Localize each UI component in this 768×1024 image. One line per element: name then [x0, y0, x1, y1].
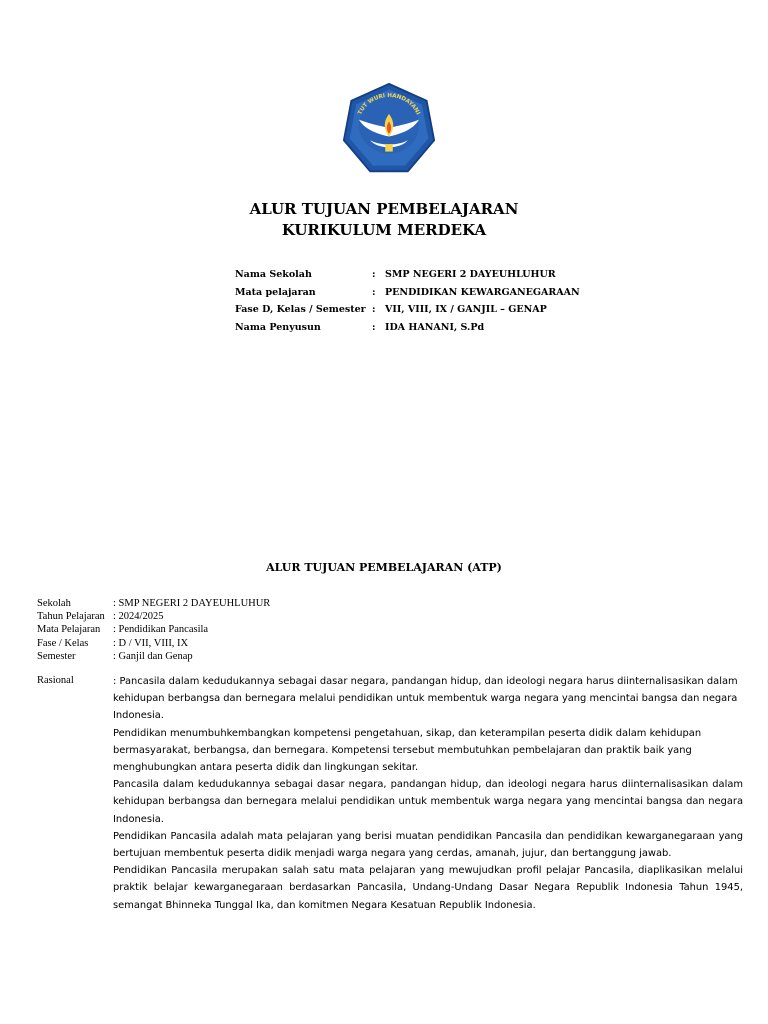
info-separator: :	[372, 269, 376, 280]
meta-value: : 2024/2025	[113, 611, 164, 623]
meta-value: : Ganjil dan Genap	[113, 650, 193, 662]
meta-label: Tahun Pelajaran	[37, 611, 105, 623]
meta-value: : Pendidikan Pancasila	[113, 624, 209, 636]
rasional-paragraph: Pendidikan Pancasila merupakan salah satu mata pelajaran yang mewujudkan profil pelajar Pancasila, diaplikasikan melalui praktik belajar kewarganegaraan berdasarkan Pancasila, Undang-Undang Dasar Negara Republik Indonesia Tahun 1945, semangat Bhinneka Tunggal Ika, dan komitmen Negara Kesatuan Republik Indonesia.	[113, 865, 743, 911]
meta-value: : D / VII, VIII, IX	[113, 637, 189, 649]
rasional-paragraph: Pendidikan Pancasila adalah mata pelajaran yang berisi muatan pendidikan Pancasila dan pendidikan kewarganegaraan yang bertujuan membentuk peserta didik menjadi warga negara yang cerdas, amanah, jujur, dan bertanggung jawab.	[113, 830, 743, 860]
rasional-paragraph: Pendidikan menumbuhkembangkan kompetensi pengetahuan, sikap, dan keterampilan peserta didik dalam kehidupan bermasyarakat, berbangsa, dan bernegara. Kompetensi tersebut membutuhkan pembelajaran dan praktik baik yang menghubungkan antara peserta didik dan lingkungan sekitar.	[113, 727, 702, 774]
info-separator: :	[372, 304, 376, 315]
info-separator: :	[372, 321, 376, 333]
meta-label: Mata Pelajaran	[37, 624, 101, 636]
cover-title-line1: ALUR TUJUAN PEMBELAJARAN	[249, 200, 519, 218]
meta-value: : SMP NEGERI 2 DAYEUHLUHUR	[113, 598, 271, 609]
info-label: Nama Sekolah	[235, 269, 312, 280]
info-value: PENDIDIKAN KEWARGANEGARAAN	[385, 286, 580, 298]
info-separator: :	[372, 286, 376, 298]
tut-wuri-handayani-logo	[342, 82, 436, 176]
cover-title-line2: KURIKULUM MERDEKA	[281, 221, 487, 239]
info-value: SMP NEGERI 2 DAYEUHLUHUR	[385, 269, 556, 280]
info-label: Fase D, Kelas / Semester	[235, 304, 366, 315]
meta-label: Fase / Kelas	[37, 637, 89, 649]
rasional-paragraph: Pancasila dalam kedudukannya sebagai dasar negara, pandangan hidup, dan ideologi negara harus diinternalisasikan dalam kehidupan berbangsa dan bernegara melalui pendidikan untuk membentuk warga negara yang mencintai bangsa dan negara Indonesia.	[113, 779, 743, 825]
meta-label: Semester	[37, 650, 76, 662]
rasional-label: Rasional	[37, 675, 74, 686]
info-value: IDA HANANI, S.Pd	[385, 321, 485, 333]
atp-title: ALUR TUJUAN PEMBELAJARAN (ATP)	[266, 561, 502, 574]
info-label: Mata pelajaran	[235, 286, 316, 298]
meta-label: Sekolah	[37, 598, 71, 609]
rasional-body	[113, 673, 743, 914]
rasional-paragraph: : Pancasila dalam kedudukannya sebagai dasar negara, pandangan hidup, dan ideologi negara harus diinternalisasikan dalam kehidupan berbangsa dan bernegara melalui pendidikan untuk membentuk warga negara yang mencintai bangsa dan negara Indonesia.	[113, 676, 738, 722]
info-label: Nama Penyusun	[235, 321, 321, 333]
info-value: VII, VIII, IX / GANJIL – GENAP	[385, 304, 547, 315]
logo-motto: TUT WURI HANDAYANI	[357, 93, 421, 116]
